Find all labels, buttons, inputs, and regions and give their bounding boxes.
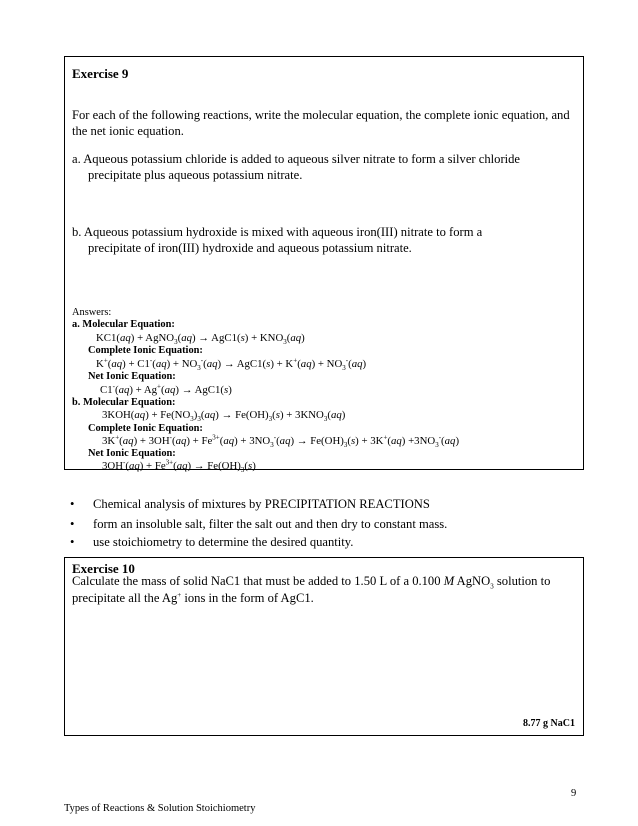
- a-molecular-label: a. Molecular Equation:: [72, 319, 175, 330]
- b-complete-equation: $3K^+(aq) + 3OH^-(aq) + Fe^{3+}(aq) + 3NO_3^-(aq) \to Fe(OH)_3(s) + 3K^+(aq) +3NO_3^-(aq)$: [102, 433, 460, 450]
- bullet-item: use stoichiometry to determine the desired quantity.: [93, 535, 354, 549]
- exercise-9-intro-line2: the net ionic equation.: [72, 124, 184, 138]
- part-a-line2: precipitate plus aqueous potassium nitrate.: [88, 168, 303, 182]
- exercise-10-title: Exercise 10: [72, 561, 135, 576]
- page-number: 9: [571, 788, 577, 799]
- b-molecular-equation: $3KOH(aq) + Fe(NO_3)_3(aq) \to Fe(OH)_3(s) + 3KNO_3(aq)$: [102, 409, 346, 424]
- b-net-label: Net Ionic Equation:: [88, 448, 176, 459]
- exercise-9-intro-line1: For each of the following reactions, write the molecular equation, the complete ionic equation, and: [72, 108, 570, 122]
- part-b-line2: precipitate of iron(III) hydroxide and aqueous potassium nitrate.: [88, 241, 412, 255]
- exercise-10-box: [64, 557, 584, 736]
- b-molecular-label: b. Molecular Equation:: [72, 397, 176, 408]
- bullet-glyph: •: [70, 535, 75, 549]
- a-complete-label: Complete Ionic Equation:: [88, 345, 203, 356]
- exercise-10-question-line1: Calculate the mass of solid NaC1 that must be added to 1.50 L of a 0.100 M AgNO$_3$ solution to: [72, 574, 551, 591]
- bullet-glyph: •: [70, 497, 75, 511]
- b-complete-label: Complete Ionic Equation:: [88, 423, 203, 434]
- bullet-item: form an insoluble salt, filter the salt out and then dry to constant mass.: [93, 517, 448, 531]
- exercise-9-title: Exercise 9: [72, 66, 129, 81]
- exercise-9-box: [64, 56, 584, 475]
- a-net-equation: C1-(aq) + Ag+(aq) → AgC1(s): [100, 382, 232, 396]
- a-net-label: Net Ionic Equation:: [88, 371, 176, 382]
- exercise-10-question-line2: precipitate all the Ag+ ions in the form of AgC1.: [72, 590, 314, 605]
- b-net-equation: $3OH^-(aq) + Fe^{3+}(aq) \to Fe(OH)_3(s)$: [102, 458, 256, 475]
- part-a-line1: a. Aqueous potassium chloride is added to aqueous silver nitrate to form a silver chloride: [72, 152, 521, 166]
- a-molecular-equation: KC1(aq) + AgNO$_3$(aq) → $AgC1(s) + KNO_3(aq)$: [96, 332, 305, 347]
- answers-label: Answers:: [72, 307, 112, 318]
- exercise-10-answer: 8.77 g NaC1: [523, 718, 575, 729]
- footer-chapter: Types of Reactions & Solution Stoichiometry: [64, 803, 256, 814]
- bullet-item: Chemical analysis of mixtures by PRECIPITATION REACTIONS: [93, 497, 430, 511]
- bullet-glyph: •: [70, 517, 75, 531]
- part-b-line1: b. Aqueous potassium hydroxide is mixed with aqueous iron(III) nitrate to form a: [72, 225, 483, 239]
- a-complete-equation: $K^+(aq) + C1^-(aq) + NO_3^-(aq) \to AgC1(s) + K^+(aq) + NO_3^-(aq)$: [96, 356, 367, 373]
